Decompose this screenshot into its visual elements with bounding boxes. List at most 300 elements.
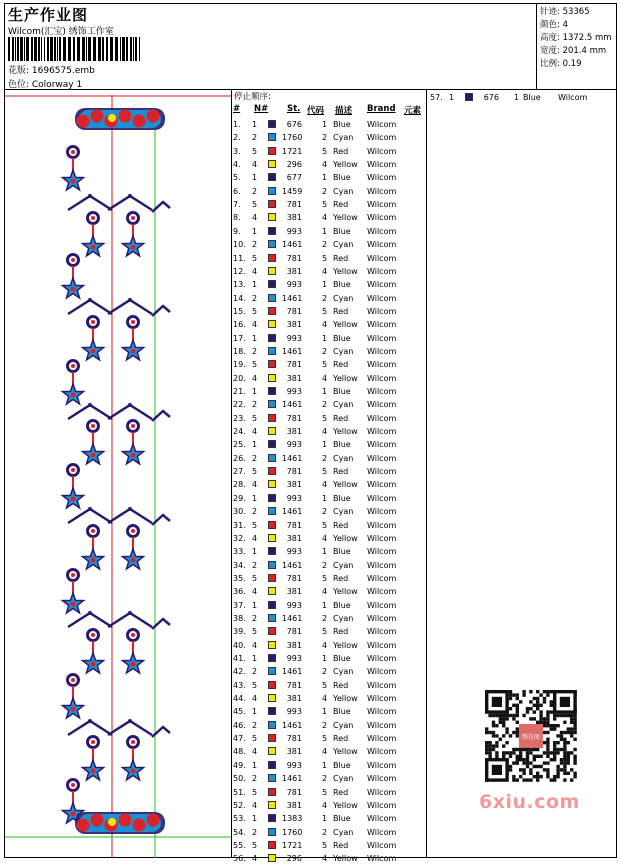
row-needle: 1 <box>449 93 455 102</box>
row-stitches: 296 <box>286 854 302 864</box>
row-stitches: 1721 <box>282 840 303 850</box>
table-row <box>232 786 426 799</box>
table-row <box>232 519 426 532</box>
row-brand: Wilcom <box>367 253 397 263</box>
row-needle: 4 <box>252 480 258 490</box>
row-needle: 1 <box>252 654 258 663</box>
row-code: 5 <box>322 680 328 690</box>
row-brand: Wilcom <box>367 133 397 143</box>
color-swatch <box>268 187 276 195</box>
row-needle: 1 <box>252 760 258 770</box>
row-code: 1 <box>322 814 328 824</box>
row-description: Red <box>333 253 349 263</box>
table-row <box>232 452 426 465</box>
color-swatch <box>268 440 276 448</box>
row-description: Red <box>333 413 349 423</box>
row-code: 2 <box>322 400 328 410</box>
row-brand: Wilcom <box>367 840 397 850</box>
row-code: 2 <box>322 774 328 784</box>
row-index: 6. <box>233 186 241 196</box>
row-index: 47. <box>233 734 246 744</box>
color-swatch <box>268 254 276 262</box>
row-description: Red <box>333 787 349 797</box>
table-row <box>232 265 426 278</box>
page-title: 生产作业图 <box>8 6 89 24</box>
row-index: 53. <box>233 814 246 824</box>
row-brand: Wilcom <box>367 453 397 463</box>
row-code: 1 <box>322 600 328 610</box>
row-needle: 2 <box>252 186 258 196</box>
row-brand: Wilcom <box>367 160 397 170</box>
row-code: 4 <box>322 854 328 864</box>
row-code: 2 <box>322 346 328 356</box>
row-stitches: 677 <box>286 173 302 183</box>
color-swatch <box>268 667 276 675</box>
row-brand: Wilcom <box>367 560 397 570</box>
row-brand: Wilcom <box>367 427 397 437</box>
color-swatch <box>268 213 276 221</box>
row-code: 2 <box>322 613 328 623</box>
row-description: Blue <box>333 760 351 770</box>
row-brand: Wilcom <box>367 413 397 423</box>
row-stitches: 781 <box>286 680 302 690</box>
color-swatch <box>268 841 276 849</box>
color-swatch <box>268 320 276 328</box>
row-index: 7. <box>233 200 241 210</box>
row-description: Blue <box>333 173 351 183</box>
row-code: 4 <box>322 320 328 330</box>
row-needle: 4 <box>252 266 258 276</box>
row-stitches: 676 <box>286 120 302 129</box>
stat-scale: 比例: 0.19 <box>540 59 582 69</box>
row-stitches: 993 <box>286 226 302 236</box>
table-row <box>232 358 426 371</box>
row-index: 41. <box>233 654 246 663</box>
table-row <box>232 826 426 839</box>
color-swatch <box>268 747 276 755</box>
row-needle: 4 <box>252 160 258 170</box>
row-index: 24. <box>233 427 246 437</box>
row-code: 2 <box>322 133 328 143</box>
row-brand: Wilcom <box>367 787 397 797</box>
color-swatch <box>268 814 276 822</box>
row-needle: 1 <box>252 707 258 717</box>
row-needle: 1 <box>252 173 258 183</box>
row-stitches: 1760 <box>282 133 303 143</box>
row-description: Blue <box>333 493 351 503</box>
row-code: 2 <box>322 240 328 250</box>
row-description: Yellow <box>333 213 358 223</box>
row-code: 4 <box>322 800 328 810</box>
row-stitches: 1461 <box>282 507 303 517</box>
color-swatch <box>268 574 276 582</box>
row-index: 37. <box>233 600 246 610</box>
row-index: 28. <box>233 480 246 490</box>
row-stitches: 781 <box>286 413 302 423</box>
col-header-code: 代码 <box>307 106 325 116</box>
row-brand: Wilcom <box>367 293 397 303</box>
row-stitches: 381 <box>286 373 302 383</box>
row-index: 52. <box>233 800 246 810</box>
row-description: Cyan <box>333 720 354 730</box>
color-swatch <box>268 507 276 515</box>
row-needle: 1 <box>252 333 258 343</box>
row-description: Blue <box>333 280 351 290</box>
row-description: Cyan <box>333 827 354 837</box>
row-code: 1 <box>322 760 328 770</box>
table-row <box>232 398 426 411</box>
stat-stitches: 针迹: 53365 <box>540 7 590 17</box>
row-code: 4 <box>322 587 328 597</box>
color-swatch <box>268 240 276 248</box>
row-stitches: 1461 <box>282 667 303 677</box>
row-index: 17. <box>233 333 246 343</box>
col-header-brand: Brand <box>367 104 396 114</box>
row-description: Yellow <box>333 320 358 330</box>
color-swatch <box>268 334 276 342</box>
row-description: Cyan <box>333 400 354 410</box>
row-description: Blue <box>333 547 351 557</box>
row-description: Yellow <box>333 747 358 757</box>
stat-colors: 颜色: 4 <box>540 20 568 30</box>
row-description: Yellow <box>333 694 358 704</box>
row-brand: Wilcom <box>367 640 397 650</box>
row-index: 44. <box>233 694 246 704</box>
row-index: 26. <box>233 453 246 463</box>
row-brand: Wilcom <box>367 373 397 383</box>
row-needle: 1 <box>252 120 258 129</box>
row-description: Cyan <box>333 667 354 677</box>
table-row <box>232 572 426 585</box>
row-needle: 5 <box>252 520 258 530</box>
row-brand: Wilcom <box>367 734 397 744</box>
row-brand: Wilcom <box>367 200 397 210</box>
table-row <box>232 185 426 198</box>
row-needle: 5 <box>252 734 258 744</box>
table-row <box>232 145 426 158</box>
row-description: Blue <box>333 226 351 236</box>
row-stitches: 381 <box>286 533 302 543</box>
row-code: 1 <box>322 120 328 129</box>
table-row <box>232 211 426 224</box>
row-code: 4 <box>322 640 328 650</box>
row-index: 38. <box>233 613 246 623</box>
table-row <box>232 639 426 652</box>
row-code: 1 <box>322 707 328 717</box>
row-description: Blue <box>333 333 351 343</box>
row-code: 5 <box>322 253 328 263</box>
row-code: 5 <box>322 520 328 530</box>
row-needle: 4 <box>252 800 258 810</box>
row-brand: Wilcom <box>367 800 397 810</box>
row-description: Yellow <box>333 800 358 810</box>
row-brand: Wilcom <box>367 173 397 183</box>
row-code: 1 <box>322 387 328 396</box>
row-stitches: 781 <box>286 520 302 530</box>
table-row <box>232 412 426 425</box>
row-description: Red <box>333 573 349 583</box>
row-code: 5 <box>322 413 328 423</box>
row-brand: Wilcom <box>367 573 397 583</box>
table-row <box>232 252 426 265</box>
row-description: Red <box>333 520 349 530</box>
design-file: 花版: 1696575.emb <box>8 66 95 76</box>
row-brand: Wilcom <box>367 120 397 129</box>
row-code: 4 <box>322 694 328 704</box>
row-description: Red <box>333 360 349 370</box>
row-index: 8. <box>233 213 241 223</box>
row-brand: Wilcom <box>367 533 397 543</box>
row-needle: 1 <box>252 547 258 557</box>
row-index: 51. <box>233 787 246 797</box>
row-stitches: 993 <box>286 280 302 290</box>
stat-height: 高度: 1372.5 mm <box>540 33 612 43</box>
table-row <box>232 171 426 184</box>
row-code: 5 <box>322 573 328 583</box>
row-stitches: 381 <box>286 694 302 704</box>
row-index: 40. <box>233 640 246 650</box>
row-needle: 1 <box>252 600 258 610</box>
row-index: 31. <box>233 520 246 530</box>
row-needle: 2 <box>252 560 258 570</box>
row-stitches: 1459 <box>282 186 303 196</box>
table-row <box>232 559 426 572</box>
row-description: Blue <box>333 654 351 663</box>
row-description: Red <box>333 306 349 316</box>
row-needle: 4 <box>252 747 258 757</box>
color-swatch <box>268 160 276 168</box>
row-brand: Wilcom <box>367 654 397 663</box>
row-code: 2 <box>322 560 328 570</box>
color-swatch <box>268 120 276 128</box>
row-code: 2 <box>322 667 328 677</box>
color-swatch <box>268 267 276 275</box>
row-needle: 2 <box>252 293 258 303</box>
row-needle: 4 <box>252 587 258 597</box>
table-row <box>232 719 426 732</box>
row-stitches: 381 <box>286 480 302 490</box>
color-swatch <box>268 280 276 288</box>
row-needle: 1 <box>252 493 258 503</box>
table-row <box>232 318 426 331</box>
row-stitches: 993 <box>286 440 302 450</box>
row-needle: 5 <box>252 200 258 210</box>
color-swatch <box>268 494 276 502</box>
row-index: 56. <box>233 854 246 864</box>
color-swatch <box>268 173 276 181</box>
table-row <box>232 759 426 772</box>
row-stitches: 381 <box>286 747 302 757</box>
row-description: Blue <box>333 707 351 717</box>
row-index: 9. <box>233 226 241 236</box>
row-code: 4 <box>322 213 328 223</box>
row-stitches: 1461 <box>282 240 303 250</box>
barcode <box>8 37 142 61</box>
row-description: Cyan <box>333 774 354 784</box>
row-needle: 5 <box>252 467 258 477</box>
row-index: 13. <box>233 280 246 290</box>
color-swatch <box>268 467 276 475</box>
color-swatch <box>268 801 276 809</box>
row-description: Cyan <box>333 613 354 623</box>
row-code: 4 <box>322 266 328 276</box>
table-row <box>232 705 426 718</box>
stats-panel <box>536 4 617 89</box>
col-header-description: 描述 <box>335 106 353 116</box>
row-needle: 2 <box>252 774 258 784</box>
row-stitches: 781 <box>286 467 302 477</box>
row-description: Cyan <box>333 346 354 356</box>
color-swatch <box>268 547 276 555</box>
row-index: 15. <box>233 306 246 316</box>
row-stitches: 993 <box>286 387 302 396</box>
row-code: 2 <box>322 293 328 303</box>
row-code: 2 <box>322 507 328 517</box>
row-description: Cyan <box>333 186 354 196</box>
row-brand: Wilcom <box>367 387 397 396</box>
row-code: 1 <box>322 226 328 236</box>
row-description: Blue <box>333 440 351 450</box>
row-index: 39. <box>233 627 246 637</box>
table-title: 停止顺序: <box>234 92 271 102</box>
row-brand: Wilcom <box>367 333 397 343</box>
color-swatch <box>268 133 276 141</box>
color-swatch <box>268 681 276 689</box>
row-description: Yellow <box>333 373 358 383</box>
row-code: 1 <box>322 654 328 663</box>
row-stitches: 1721 <box>282 146 303 156</box>
row-stitches: 381 <box>286 800 302 810</box>
row-needle: 5 <box>252 360 258 370</box>
row-needle: 5 <box>252 413 258 423</box>
color-swatch <box>268 614 276 622</box>
row-description: Yellow <box>333 427 358 437</box>
color-swatch <box>268 707 276 715</box>
table-row <box>232 625 426 638</box>
table-row <box>232 599 426 612</box>
row-description: Yellow <box>333 640 358 650</box>
row-description: Red <box>333 146 349 156</box>
row-index: 30. <box>233 507 246 517</box>
color-swatch <box>268 347 276 355</box>
row-needle: 2 <box>252 827 258 837</box>
color-swatch <box>268 307 276 315</box>
row-stitches: 781 <box>286 253 302 263</box>
row-brand: Wilcom <box>367 507 397 517</box>
row-needle: 1 <box>252 387 258 396</box>
row-brand: Wilcom <box>367 667 397 677</box>
table-row <box>232 799 426 812</box>
row-code: 2 <box>322 453 328 463</box>
row-code: 2 <box>322 720 328 730</box>
row-description: Red <box>333 734 349 744</box>
row-brand: Wilcom <box>367 774 397 784</box>
table-row <box>232 425 426 438</box>
row-stitches: 1461 <box>282 613 303 623</box>
row-stitches: 1461 <box>282 400 303 410</box>
row-stitches: 993 <box>286 654 302 663</box>
row-index: 16. <box>233 320 246 330</box>
table-row <box>232 505 426 518</box>
row-stitches: 381 <box>286 266 302 276</box>
row-index: 36. <box>233 587 246 597</box>
row-index: 32. <box>233 533 246 543</box>
row-needle: 2 <box>252 453 258 463</box>
row-code: 5 <box>322 146 328 156</box>
row-code: 1 <box>322 493 328 503</box>
row-code: 5 <box>322 627 328 637</box>
row-needle: 5 <box>252 680 258 690</box>
table-row <box>232 158 426 171</box>
table-row <box>232 852 426 865</box>
row-stitches: 381 <box>286 427 302 437</box>
row-stitches: 1461 <box>282 560 303 570</box>
watermark: 6xiu.com <box>479 791 580 813</box>
color-swatch <box>268 427 276 435</box>
row-description: Red <box>333 200 349 210</box>
table-row <box>232 492 426 505</box>
row-index: 42. <box>233 667 246 677</box>
row-index: 2. <box>233 133 241 143</box>
row-brand: Wilcom <box>367 680 397 690</box>
row-needle: 5 <box>252 787 258 797</box>
color-swatch <box>268 854 276 862</box>
row-index: 27. <box>233 467 246 477</box>
color-swatch <box>268 200 276 208</box>
color-swatch <box>268 641 276 649</box>
worksheet-header <box>5 4 616 90</box>
table-row <box>232 118 426 131</box>
row-needle: 1 <box>252 280 258 290</box>
row-brand: Wilcom <box>367 547 397 557</box>
row-description: Blue <box>333 387 351 396</box>
row-brand: Wilcom <box>367 440 397 450</box>
table-row <box>232 332 426 345</box>
color-swatch <box>268 561 276 569</box>
row-description: Blue <box>523 93 541 102</box>
row-brand: Wilcom <box>367 493 397 503</box>
color-swatch <box>268 387 276 395</box>
row-stitches: 781 <box>286 627 302 637</box>
row-stitches: 296 <box>286 160 302 170</box>
row-brand: Wilcom <box>367 400 397 410</box>
row-description: Blue <box>333 600 351 610</box>
row-index: 45. <box>233 707 246 717</box>
table-row <box>232 465 426 478</box>
row-needle: 5 <box>252 146 258 156</box>
row-index: 14. <box>233 293 246 303</box>
row-index: 34. <box>233 560 246 570</box>
row-index: 48. <box>233 747 246 757</box>
row-brand: Wilcom <box>367 226 397 236</box>
row-index: 4. <box>233 160 241 170</box>
row-description: Yellow <box>333 587 358 597</box>
row-description: Yellow <box>333 854 358 864</box>
color-swatch <box>268 761 276 769</box>
color-swatch <box>268 480 276 488</box>
row-index: 55. <box>233 840 246 850</box>
row-brand: Wilcom <box>367 827 397 837</box>
table-row <box>232 478 426 491</box>
row-description: Yellow <box>333 160 358 170</box>
row-stitches: 1461 <box>282 774 303 784</box>
row-description: Blue <box>333 814 351 824</box>
row-brand: Wilcom <box>367 467 397 477</box>
row-brand: Wilcom <box>367 747 397 757</box>
row-stitches: 993 <box>286 547 302 557</box>
table-row <box>232 131 426 144</box>
row-index: 54. <box>233 827 246 837</box>
